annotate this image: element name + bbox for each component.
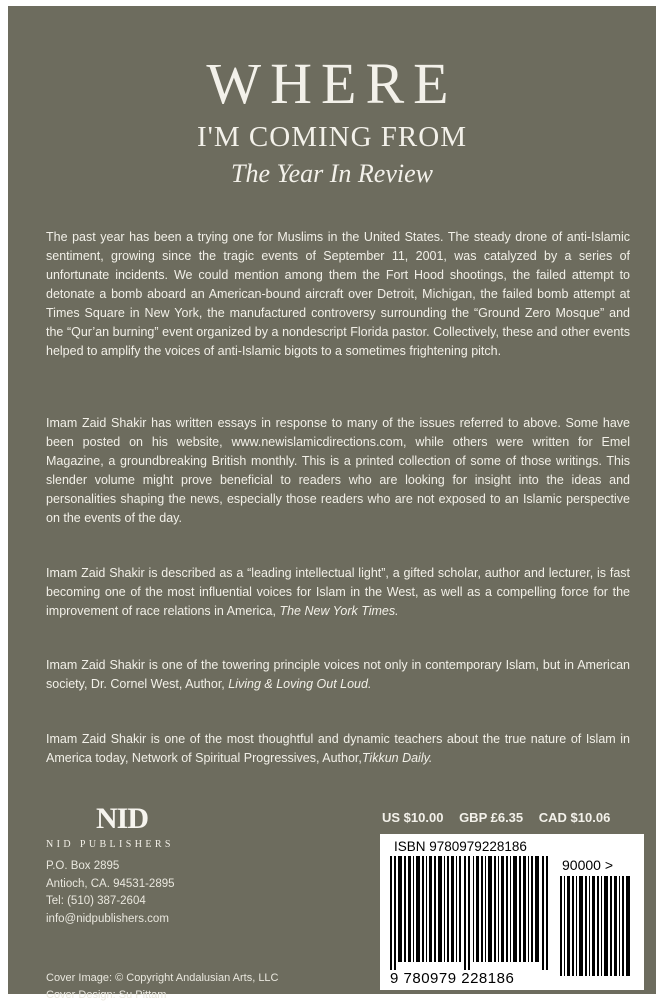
price-barcode xyxy=(560,876,632,976)
quote-text: Imam Zaid Shakir is one of the most thoughtful and dynamic teachers about the true nature of Islam in America today, Network of Spiritual Progressives, Author, xyxy=(46,732,630,765)
ean-barcode xyxy=(390,856,550,970)
quote-text: Imam Zaid Shakir is one of the towering principle voices not only in contemporary Islam, but in American society, Dr. Cornel West, Author, xyxy=(46,658,630,691)
quote-text: Imam Zaid Shakir is described as a “leading intellectual light”, a gifted scholar, author and lecturer, is fast becoming one of the most influential voices for Islam in the West, as well as a compelling force for the improvement of race relations in America, xyxy=(46,566,630,618)
book-back-cover xyxy=(8,6,656,1001)
address-line-po-box: P.O. Box 2895 xyxy=(46,860,120,872)
blurb-paragraph-1 xyxy=(46,228,630,361)
publisher-name: NID PUBLISHERS xyxy=(46,839,174,850)
blurb-text: The past year has been a trying one for Muslims in the United States. The steady drone of anti-Islamic sentiment, growing since the tragic events of September 11, 2001, was catalyzed by a series of unfortunate incidents. We could mention among them the Fort Hood shootings, the failed attempt to detonate a bomb aboard an American-bound aircraft over Detroit, Michigan, the failed bomb attempt at Times Square in New York, the manufactured controversy surrounding the “Ground Zero Mosque” and the “Qur’an burning” event organized by a nondescript Florida pastor. Collectively, these and other events helped to amplify the voices of anti-Islamic bigots to a sometimes frightening pitch. xyxy=(46,230,630,358)
review-quote-tikkun xyxy=(46,730,630,768)
blurb-text: Imam Zaid Shakir has written essays in response to many of the issues referred to above. Some have been posted on his website, www.newislamicdirections.com, while others were written for Emel Magazine, a groundbreaking British monthly. This is a printed collection of some of those writings. This slender volume might prove beneficial to readers who are looking for insight into the ideas and personalities shaping the news, especially those readers who are not exposed to an Islamic perspective on the events of the day. xyxy=(46,416,630,525)
address-line-email: info@nidpublishers.com xyxy=(46,912,169,925)
credit-cover-design: Cover Design: Su Pittam xyxy=(46,989,167,1001)
title-tagline: The Year In Review xyxy=(231,159,433,188)
isbn-digits: 9 780979 228186 xyxy=(390,970,515,987)
review-quote-cornel-west xyxy=(46,656,630,694)
review-quote-nytimes xyxy=(46,564,630,621)
blurb-paragraph-2 xyxy=(46,414,630,528)
isbn-label: ISBN 9780979228186 xyxy=(394,839,527,854)
price-us: US $10.00 xyxy=(382,810,444,825)
publisher-logo: NID xyxy=(96,802,149,835)
barcode-box xyxy=(380,834,644,990)
quote-source: The New York Times. xyxy=(279,604,399,618)
cover-credits xyxy=(46,970,279,1004)
quote-source: Living & Loving Out Loud. xyxy=(228,677,372,691)
quote-source: Tikkun Daily. xyxy=(361,751,433,765)
title-main: WHERE xyxy=(206,51,458,116)
credit-cover-image: Cover Image: © Copyright Andalusian Arts, LLC xyxy=(46,972,279,984)
price-gbp: GBP £6.35 xyxy=(459,810,524,825)
price-cad: CAD $10.06 xyxy=(538,810,611,825)
address-line-city: Antioch, CA. 94531-2895 xyxy=(46,877,175,890)
title-subtitle: I'M COMING FROM xyxy=(197,121,467,153)
publisher-address xyxy=(46,858,175,928)
address-line-phone: Tel: (510) 387-2604 xyxy=(46,895,146,907)
price-list xyxy=(382,810,610,825)
price-code: 90000 > xyxy=(562,857,613,873)
